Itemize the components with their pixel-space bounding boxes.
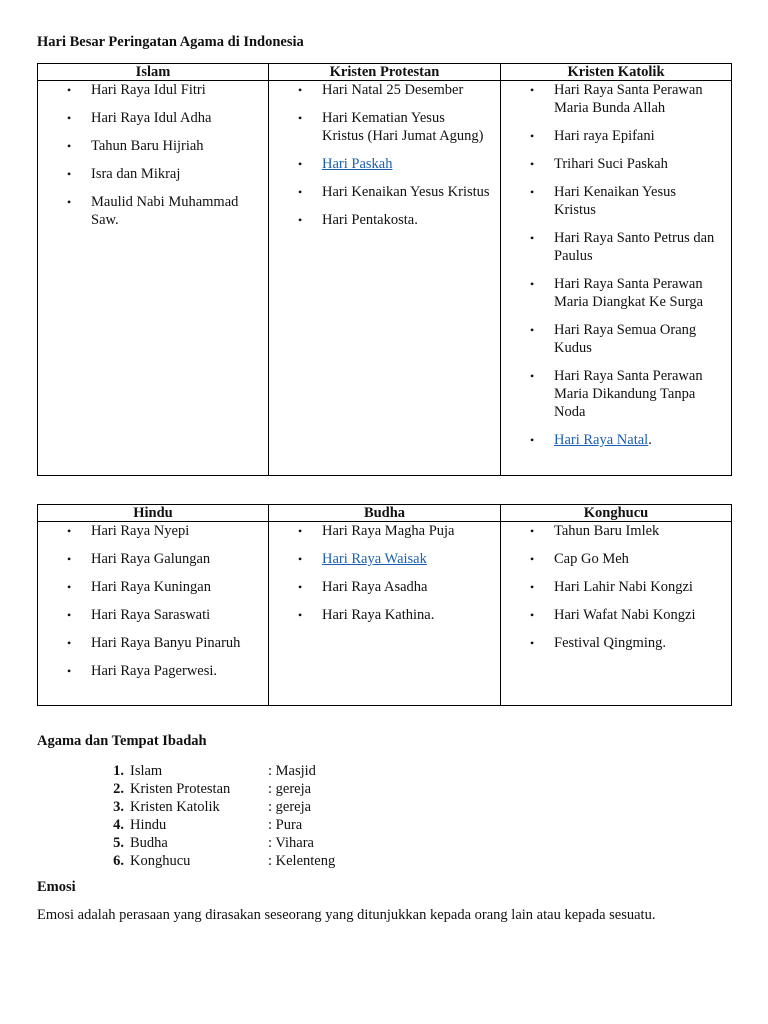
holiday-text: Hari Raya Santo Petrus dan Paulus <box>554 230 715 264</box>
list-number: 5. <box>113 835 124 851</box>
religion-name: Hindu <box>130 817 167 833</box>
list-item <box>501 550 731 568</box>
list-item <box>269 109 500 145</box>
bullet-icon: • <box>530 552 535 566</box>
list-item <box>38 193 268 229</box>
list-item <box>100 816 400 834</box>
list-item <box>269 211 500 229</box>
bullet-icon: • <box>298 580 303 594</box>
bullet-icon: • <box>67 524 72 538</box>
holiday-text: Tahun Baru Imlek <box>554 523 660 539</box>
list-item <box>501 578 731 596</box>
list-item <box>501 81 731 117</box>
list-item <box>501 127 731 145</box>
list-item <box>38 522 268 540</box>
column-header: Budha <box>269 505 501 522</box>
table-cell <box>38 81 269 476</box>
table-cell <box>501 522 732 706</box>
list-item <box>269 155 500 173</box>
list-item <box>38 550 268 568</box>
worship-place: : gereja <box>268 799 312 815</box>
emosi-heading: Emosi <box>37 879 76 895</box>
holiday-text: Hari Pentakosta. <box>322 212 418 228</box>
holiday-list <box>38 522 268 680</box>
holiday-list <box>501 522 731 652</box>
holiday-text: Hari Kematian Yesus Kristus (Hari Jumat Agung) <box>322 110 484 144</box>
list-number: 6. <box>113 853 124 869</box>
list-item <box>100 762 400 780</box>
holiday-list <box>269 522 500 624</box>
list-number: 4. <box>113 817 124 833</box>
list-item <box>501 321 731 357</box>
column-header: Islam <box>38 64 269 81</box>
page-title: Hari Besar Peringatan Agama di Indonesia <box>37 34 304 50</box>
table-body-row <box>38 81 732 476</box>
bullet-icon: • <box>530 231 535 245</box>
bullet-icon: • <box>67 195 72 209</box>
worship-place: : gereja <box>268 781 312 797</box>
list-number: 1. <box>113 763 124 779</box>
holiday-text: Hari Raya Magha Puja <box>322 523 455 539</box>
list-item <box>269 578 500 596</box>
bullet-icon: • <box>530 83 535 97</box>
holiday-text: Hari Raya Saraswati <box>91 607 211 623</box>
list-item <box>501 431 731 449</box>
bullet-icon: • <box>530 580 535 594</box>
holiday-text: Hari Raya Semua Orang Kudus <box>554 322 697 356</box>
holiday-link[interactable]: Hari Paskah <box>322 156 393 172</box>
list-item <box>501 155 731 173</box>
worship-list <box>100 762 400 870</box>
list-item <box>38 634 268 652</box>
list-item <box>501 275 731 311</box>
table-header-row <box>38 505 732 522</box>
list-item <box>38 137 268 155</box>
bullet-icon: • <box>530 433 535 447</box>
list-item <box>38 606 268 624</box>
list-item <box>100 798 400 816</box>
list-item <box>100 780 400 798</box>
list-item <box>38 662 268 680</box>
list-item <box>38 578 268 596</box>
list-number: 3. <box>113 799 124 815</box>
bullet-icon: • <box>298 552 303 566</box>
bullet-icon: • <box>530 277 535 291</box>
bullet-icon: • <box>530 185 535 199</box>
holiday-list <box>269 81 500 229</box>
holiday-text: Hari Natal 25 Desember <box>322 82 464 98</box>
religion-name: Islam <box>130 763 163 779</box>
holiday-list <box>38 81 268 229</box>
holiday-text: Hari Raya Pagerwesi. <box>91 663 218 679</box>
bullet-icon: • <box>530 636 535 650</box>
religion-name: Budha <box>130 835 168 851</box>
table-cell <box>501 81 732 476</box>
list-item <box>269 606 500 624</box>
holiday-text: Hari Raya Banyu Pinaruh <box>91 635 241 651</box>
holiday-text: Hari Raya Santa Perawan Maria Bunda Allah <box>554 82 703 116</box>
bullet-icon: • <box>530 323 535 337</box>
holiday-list <box>501 81 731 449</box>
holiday-text: Hari Wafat Nabi Kongzi <box>554 607 696 623</box>
bullet-icon: • <box>298 185 303 199</box>
list-item <box>501 367 731 421</box>
holiday-table-2 <box>37 504 732 706</box>
holiday-text: Hari Raya Idul Adha <box>91 110 212 126</box>
bullet-icon: • <box>298 111 303 125</box>
bullet-icon: • <box>298 608 303 622</box>
table-cell <box>269 81 501 476</box>
list-number: 2. <box>113 781 124 797</box>
bullet-icon: • <box>67 636 72 650</box>
holiday-text: Hari Raya Kuningan <box>91 579 211 595</box>
holiday-text: Cap Go Meh <box>554 551 629 567</box>
list-item <box>269 522 500 540</box>
bullet-icon: • <box>530 369 535 383</box>
bullet-icon: • <box>67 664 72 678</box>
list-item <box>501 606 731 624</box>
bullet-icon: • <box>298 213 303 227</box>
worship-place: : Masjid <box>268 763 316 779</box>
list-item <box>38 165 268 183</box>
worship-heading: Agama dan Tempat Ibadah <box>37 733 207 749</box>
holiday-text: Hari Raya Idul Fitri <box>91 82 206 98</box>
holiday-text: Hari Raya Nyepi <box>91 523 190 539</box>
column-header: Hindu <box>38 505 269 522</box>
religion-name: Kristen Katolik <box>130 799 220 815</box>
holiday-text: Hari Kenaikan Yesus Kristus <box>322 184 490 200</box>
holiday-text: Festival Qingming. <box>554 635 666 651</box>
holiday-link[interactable]: Hari Raya Waisak <box>322 551 427 567</box>
table-cell <box>269 522 501 706</box>
bullet-icon: • <box>530 608 535 622</box>
bullet-icon: • <box>530 157 535 171</box>
list-item <box>269 183 500 201</box>
holiday-link[interactable]: Hari Raya Natal <box>554 432 649 448</box>
list-item <box>501 522 731 540</box>
column-header: Konghucu <box>501 505 732 522</box>
holiday-text: Hari Lahir Nabi Kongzi <box>554 579 693 595</box>
bullet-icon: • <box>530 129 535 143</box>
holiday-text: Tahun Baru Hijriah <box>91 138 204 154</box>
holiday-text: Isra dan Mikraj <box>91 166 181 182</box>
list-item <box>501 183 731 219</box>
list-item <box>501 634 731 652</box>
holiday-table-1 <box>37 63 732 476</box>
column-header: Kristen Katolik <box>501 64 732 81</box>
holiday-suffix: . <box>648 432 652 448</box>
holiday-text: Hari Kenaikan Yesus Kristus <box>554 184 677 218</box>
table-header-row <box>38 64 732 81</box>
worship-place: : Vihara <box>268 835 314 851</box>
emosi-paragraph: Emosi adalah perasaan yang dirasakan seseorang yang ditunjukkan kepada orang lain atau kepada sesuatu. <box>37 907 656 923</box>
table-cell <box>38 522 269 706</box>
worship-place: : Pura <box>268 817 303 833</box>
religion-name: Konghucu <box>130 853 191 869</box>
bullet-icon: • <box>298 524 303 538</box>
list-item <box>501 229 731 265</box>
bullet-icon: • <box>298 83 303 97</box>
holiday-text: Maulid Nabi Muhammad Saw. <box>91 194 239 228</box>
list-item <box>269 550 500 568</box>
bullet-icon: • <box>67 83 72 97</box>
bullet-icon: • <box>67 167 72 181</box>
holiday-text: Hari raya Epifani <box>554 128 655 144</box>
bullet-icon: • <box>67 580 72 594</box>
bullet-icon: • <box>530 524 535 538</box>
holiday-text: Hari Raya Santa Perawan Maria Diangkat Ke Surga <box>554 276 704 310</box>
holiday-text: Hari Raya Galungan <box>91 551 211 567</box>
holiday-text: Trihari Suci Paskah <box>554 156 668 172</box>
holiday-text: Hari Raya Asadha <box>322 579 428 595</box>
list-item <box>100 834 400 852</box>
worship-place: : Kelenteng <box>268 853 336 869</box>
religion-name: Kristen Protestan <box>130 781 231 797</box>
bullet-icon: • <box>67 139 72 153</box>
table-body-row <box>38 522 732 706</box>
column-header: Kristen Protestan <box>269 64 501 81</box>
list-item <box>38 109 268 127</box>
holiday-text: Hari Raya Kathina. <box>322 607 435 623</box>
list-item <box>38 81 268 99</box>
holiday-text: Hari Raya Santa Perawan Maria Dikandung Tanpa Noda <box>554 368 703 420</box>
bullet-icon: • <box>67 552 72 566</box>
bullet-icon: • <box>67 608 72 622</box>
bullet-icon: • <box>67 111 72 125</box>
list-item <box>100 852 400 870</box>
list-item <box>269 81 500 99</box>
bullet-icon: • <box>298 157 303 171</box>
